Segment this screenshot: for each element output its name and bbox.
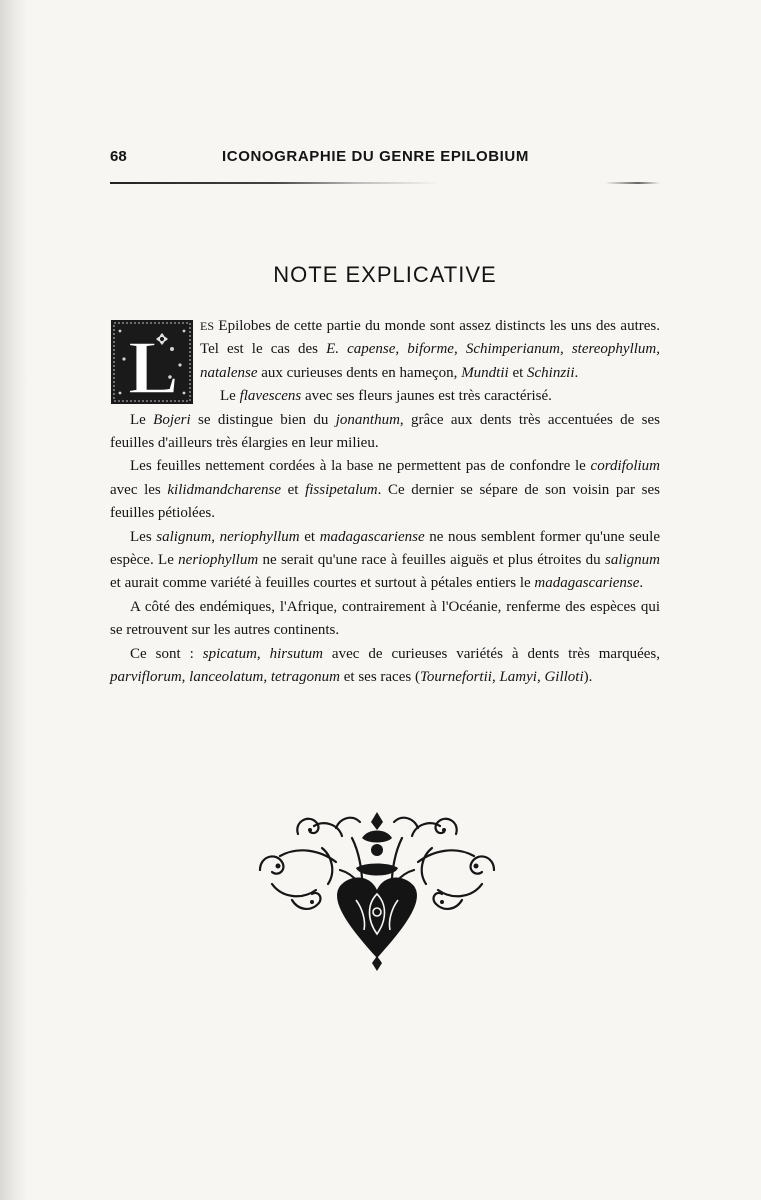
taxon-name: spicatum <box>202 645 257 662</box>
text-run: aux curieuses dents en hameçon, <box>257 364 462 381</box>
taxon-name: neriophyllum <box>178 552 259 569</box>
text-run: A côté des endémiques, l'Afrique, contrairement à l'Océanie, renferme des espèces qui se retrouvent sur les autres continents. <box>110 598 660 639</box>
taxon-name: kilidmandcharense <box>167 481 281 498</box>
taxon-name: Bojeri <box>153 411 191 428</box>
text-run: et <box>508 364 528 381</box>
section-title: NOTE EXPLICATIVE <box>273 262 497 287</box>
taxon-name: Schinzii <box>527 364 575 381</box>
taxon-name: Tournefortii <box>419 669 492 686</box>
text-run: , <box>256 645 270 662</box>
taxon-name: E. capense <box>326 341 396 358</box>
running-header <box>110 148 660 172</box>
paragraph-5 <box>110 526 660 596</box>
text-run: ). <box>583 669 593 686</box>
paragraph-6 <box>110 596 660 643</box>
taxon-name: flavescens <box>239 388 302 405</box>
text-run: avec ses fleurs jaunes est très caractérisé. <box>301 388 552 405</box>
text-run: avec de curieuses variétés à dents très marquées, <box>322 645 660 662</box>
taxon-name: biforme <box>407 341 454 358</box>
text-run: . Ce dernier se sépare de son voisin par ses feuilles pétiolées. <box>110 481 661 522</box>
taxon-name: Gilloti <box>544 669 584 686</box>
text-run: . <box>639 575 644 592</box>
paragraph-3 <box>110 409 660 456</box>
header-rule <box>110 182 660 184</box>
text-run: Epilobes de cette partie du monde sont assez distincts les uns des autres. Tel est le cas des <box>200 318 660 358</box>
drop-cap-initial <box>110 319 194 405</box>
text-run: ES <box>200 319 215 333</box>
taxon-name: stereophyllum <box>571 341 657 358</box>
taxon-name: Lamyi <box>499 669 537 686</box>
text-run: ne nous semblent former qu'une seule espèce. Le <box>110 528 660 569</box>
text-run: Le <box>220 388 240 405</box>
text-run: , <box>536 669 545 686</box>
paragraph-4 <box>110 455 660 525</box>
taxon-name: hirsutum <box>269 645 323 662</box>
text-run: , <box>656 341 661 358</box>
text-run: , grâce aux dents très accentuées de ses feuilles d'ailleurs très élargies en leur milieu. <box>110 411 660 452</box>
taxon-name: Schimperianum <box>465 341 560 358</box>
text-run: , <box>211 528 220 545</box>
taxon-name: tetragonum <box>270 669 340 686</box>
body-text <box>110 315 660 690</box>
text-run: ne serait qu'une race à feuilles aiguës et plus étroites du <box>258 552 605 569</box>
text-run: et <box>280 481 306 498</box>
text-run: , <box>559 341 572 358</box>
drop-cap-letter: L <box>128 326 179 405</box>
taxon-name: madagascariense <box>534 575 640 592</box>
taxon-name: neriophyllum <box>219 528 300 545</box>
text-run: avec les <box>110 481 168 498</box>
text-run: , <box>181 669 190 686</box>
text-run: Les <box>130 528 157 545</box>
text-run: et ses races ( <box>340 669 420 686</box>
text-run: , <box>491 669 500 686</box>
text-run: et aurait comme variété à feuilles courtes et surtout à pétales entiers le <box>110 575 535 592</box>
text-run: , <box>395 341 408 358</box>
text-run: Les feuilles nettement cordées à la base ne permettent pas de confondre le <box>130 458 591 475</box>
taxon-name: salignum <box>605 552 661 569</box>
text-run: , <box>453 341 466 358</box>
text-run: se distingue bien du <box>190 411 336 428</box>
text-run: Le <box>130 411 154 428</box>
taxon-name: parviflorum <box>110 669 182 686</box>
taxon-name: fissipetalum <box>305 481 378 498</box>
text-run: Ce sont : <box>130 645 203 662</box>
taxon-name: salignum <box>156 528 212 545</box>
paragraph-7 <box>110 643 660 690</box>
page-number: 68 <box>110 148 127 165</box>
taxon-name: natalense <box>200 364 258 381</box>
text-run: , <box>263 669 271 686</box>
text-run: . <box>574 364 579 381</box>
text-run: et <box>299 528 320 545</box>
taxon-name: cordifolium <box>590 458 660 475</box>
fleuron-ornament-icon <box>252 808 502 973</box>
page-edge-shadow <box>0 0 28 1200</box>
taxon-name: jonanthum <box>335 411 400 428</box>
taxon-name: madagascariense <box>319 528 425 545</box>
running-title: ICONOGRAPHIE DU GENRE EPILOBIUM <box>222 148 529 165</box>
taxon-name: lanceolatum <box>189 669 264 686</box>
taxon-name: Mundtii <box>461 364 509 381</box>
